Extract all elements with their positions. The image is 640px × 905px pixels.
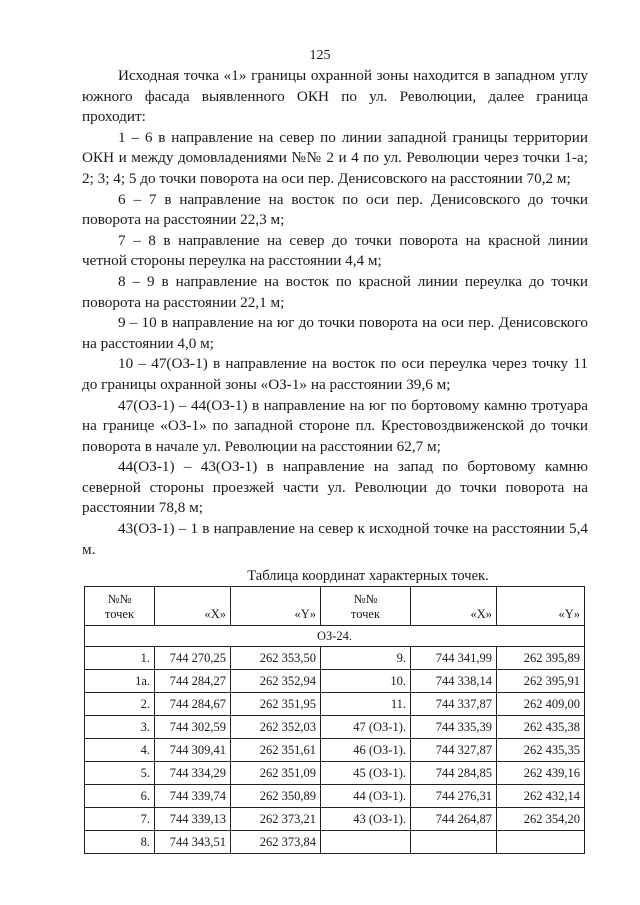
x-value: 744 302,59 (155, 716, 231, 739)
paragraph-segment-6-7: 6 – 7 в направление на восток по оси пер. Денисовского до точки поворота на расстоянии 22,3 м; (82, 190, 588, 229)
paragraph-segment-7-8: 7 – 8 в направление на север до точки поворота на красной линии четной стороны переулка на расстоянии 4,4 м; (82, 231, 588, 270)
y-value: 262 351,95 (231, 693, 321, 716)
point-number: 6. (85, 785, 155, 808)
y-value-2 (497, 831, 585, 854)
header-y: «Y» (231, 607, 321, 626)
x-value-2 (411, 831, 497, 854)
table-row (85, 808, 585, 831)
x-value-2: 744 264,87 (411, 808, 497, 831)
table-caption: Таблица координат характерных точек. (247, 568, 489, 584)
point-number: 5. (85, 762, 155, 785)
x-value-2: 744 284,85 (411, 762, 497, 785)
paragraph-intro: Исходная точка «1» границы охранной зоны находится в западном углу южного фасада выявленного ОКН по ул. Революции, далее граница проходит: (82, 67, 588, 126)
y-value-2: 262 409,00 (497, 693, 585, 716)
y-value-2: 262 395,91 (497, 670, 585, 693)
x-value-2: 744 338,14 (411, 670, 497, 693)
point-number-2: 43 (ОЗ-1). (321, 808, 411, 831)
x-value: 744 334,29 (155, 762, 231, 785)
x-value-2: 744 341,99 (411, 647, 497, 670)
header-x: «X» (155, 607, 231, 626)
y-value-2: 262 395,89 (497, 647, 585, 670)
y-value: 262 350,89 (231, 785, 321, 808)
table-row (85, 670, 585, 693)
x-value-2: 744 337,87 (411, 693, 497, 716)
header-y2-blank (497, 587, 585, 608)
table-row (85, 693, 585, 716)
x-value: 744 339,74 (155, 785, 231, 808)
header-y-2: «Y» (497, 607, 585, 626)
y-value-2: 262 435,35 (497, 739, 585, 762)
table-row (85, 716, 585, 739)
header-x-blank (155, 587, 231, 608)
x-value: 744 309,41 (155, 739, 231, 762)
paragraph-segment-44-43: 44(ОЗ-1) – 43(ОЗ-1) в направление на запад по бортовому камню северной стороны проезжей части ул. Революции до точки поворота на расстоянии 78,8 м; (82, 458, 588, 517)
zone-group-label: ОЗ-24. (85, 626, 585, 647)
point-number: 8. (85, 831, 155, 854)
page-number: 125 (309, 48, 331, 63)
x-value: 744 339,13 (155, 808, 231, 831)
table-row (85, 647, 585, 670)
paragraph-segment-43-1: 43(ОЗ-1) – 1 в направление на север к исходной точке на расстоянии 5,4 м. (82, 520, 588, 558)
y-value-2: 262 432,14 (497, 785, 585, 808)
table-row (85, 739, 585, 762)
y-value: 262 351,61 (231, 739, 321, 762)
header-number-2: №№ (321, 587, 411, 608)
x-value: 744 284,27 (155, 670, 231, 693)
body-text (82, 66, 588, 560)
paragraph-segment-10-47: 10 – 47(ОЗ-1) в направление на восток по оси переулка через точку 11 до границы охранной зоны «ОЗ-1» на расстоянии 39,6 м; (82, 355, 588, 393)
point-number-2: 46 (ОЗ-1). (321, 739, 411, 762)
table-row (85, 785, 585, 808)
y-value: 262 351,09 (231, 762, 321, 785)
x-value-2: 744 276,31 (411, 785, 497, 808)
y-value-2: 262 435,38 (497, 716, 585, 739)
header-x-2: «X» (411, 607, 497, 626)
y-value: 262 373,21 (231, 808, 321, 831)
point-number: 4. (85, 739, 155, 762)
point-number-2: 11. (321, 693, 411, 716)
point-number-2: 45 (ОЗ-1). (321, 762, 411, 785)
header-points-2: точек (321, 607, 411, 626)
point-number: 3. (85, 716, 155, 739)
x-value: 744 343,51 (155, 831, 231, 854)
x-value-2: 744 327,87 (411, 739, 497, 762)
y-value: 262 353,50 (231, 647, 321, 670)
paragraph-segment-1-6: 1 – 6 в направление на север по линии западной границы территории ОКН и между домовладениями №№ 2 и 4 по ул. Революции через точки 1-а; 2; 3; 4; 5 до точки поворота на оси пер. Денисовского на расстоянии 70,2 м; (82, 128, 588, 187)
point-number-2: 47 (ОЗ-1). (321, 716, 411, 739)
header-number: №№ (85, 587, 155, 608)
coordinates-table (84, 586, 585, 854)
x-value: 744 270,25 (155, 647, 231, 670)
point-number-2: 44 (ОЗ-1). (321, 785, 411, 808)
point-number: 1. (85, 647, 155, 670)
header-y-blank (231, 587, 321, 608)
x-value: 744 284,67 (155, 693, 231, 716)
paragraph-segment-9-10: 9 – 10 в направление на юг до точки поворота на оси пер. Денисовского на расстоянии 4,0 м; (82, 314, 588, 352)
y-value-2: 262 354,20 (497, 808, 585, 831)
x-value-2: 744 335,39 (411, 716, 497, 739)
y-value: 262 373,84 (231, 831, 321, 854)
header-points: точек (85, 607, 155, 626)
y-value: 262 352,94 (231, 670, 321, 693)
header-x2-blank (411, 587, 497, 608)
table-row (85, 831, 585, 854)
point-number-2: 9. (321, 647, 411, 670)
y-value: 262 352,03 (231, 716, 321, 739)
paragraph-segment-47-44: 47(ОЗ-1) – 44(ОЗ-1) в направление на юг по бортовому камню тротуара на границе «ОЗ-1» по западной стороне пл. Крестовоздвиженской до точки поворота в начале ул. Революции на расстоянии 62,7 м; (82, 396, 588, 455)
point-number: 1а. (85, 670, 155, 693)
point-number-2 (321, 831, 411, 854)
paragraph-segment-8-9: 8 – 9 в направление на восток по красной линии переулка до точки поворота на расстоянии 22,1 м; (82, 272, 588, 311)
point-number-2: 10. (321, 670, 411, 693)
point-number: 2. (85, 693, 155, 716)
table-row (85, 762, 585, 785)
point-number: 7. (85, 808, 155, 831)
y-value-2: 262 439,16 (497, 762, 585, 785)
